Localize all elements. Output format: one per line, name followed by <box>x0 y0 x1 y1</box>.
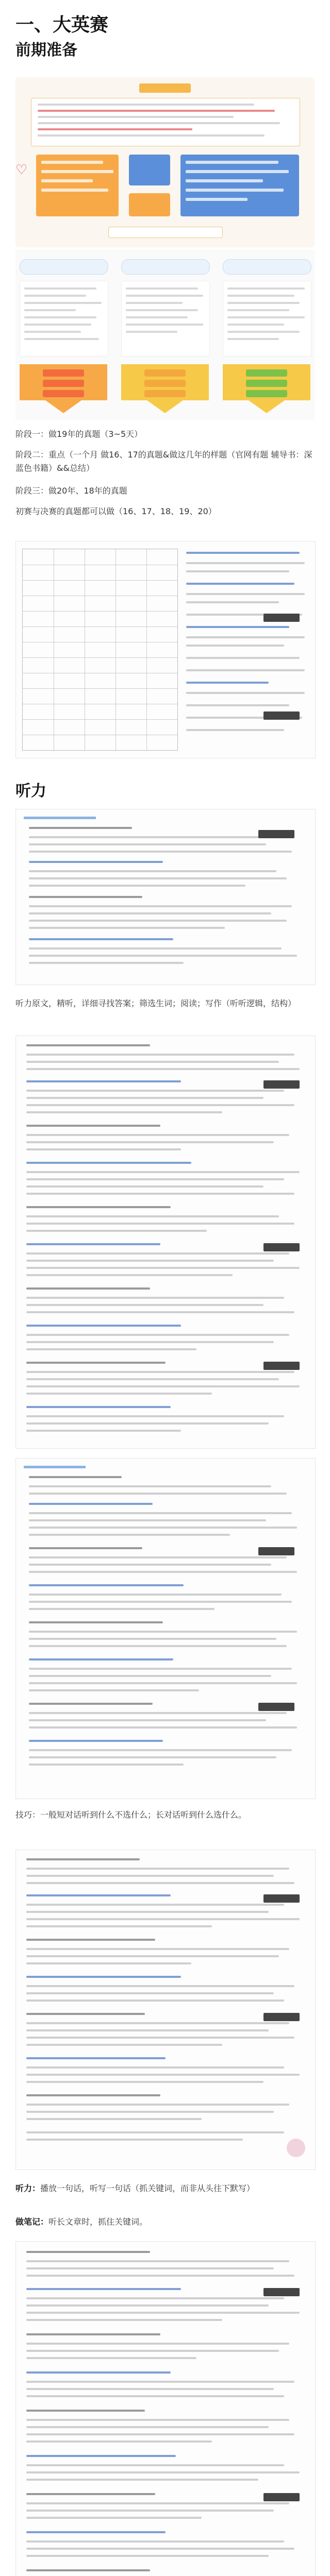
prep-stage-2: 阶段二：重点（一个月 做16、17的真题&做这几年的样题（官网有题 辅导书：深蓝色书籍）&&总结） <box>15 450 312 473</box>
listening-notes <box>15 2215 315 2229</box>
listening-doc-screenshot-3 <box>15 1458 316 1799</box>
prep-stage-1: 阶段一：做19年的真题（3~5天） <box>15 429 143 439</box>
practice-text: 播放一句话，听写一句话（抓关键词，而非从头往下默写） <box>40 2183 255 2193</box>
listening-tip: 技巧：一般短对话听到什么不选什么；长对话听到什么选什么。 <box>15 1810 247 1820</box>
mindmap-box-left <box>36 155 119 216</box>
mindmap-box-mid2 <box>129 193 170 216</box>
notes-label: 做笔记： <box>15 2217 49 2227</box>
heart-icon: ♡ <box>15 162 28 178</box>
arrow-block-yellow <box>121 364 209 413</box>
arrow-block-orange <box>20 364 107 413</box>
prep-stage-3: 阶段三：做20年、18年的真题 <box>15 486 127 496</box>
page-title: 一、大英赛 <box>15 14 109 36</box>
listening-doc-screenshot-2 <box>15 1036 316 1449</box>
mindmap-center-node <box>139 83 191 93</box>
column-card-1 <box>20 281 108 357</box>
mindmap-note <box>31 98 300 146</box>
column-card-3 <box>223 281 311 357</box>
prep-three-column-image <box>15 250 315 420</box>
section-title-listening: 听力 <box>15 782 46 800</box>
notes-text: 听长文章时，抓住关键词。 <box>48 2217 148 2227</box>
mindmap-box-right <box>180 155 299 216</box>
listening-doc-screenshot-5 <box>15 2241 316 2576</box>
prep-exam-note: 初赛与决赛的真题都可以做（16、17、18、19、20） <box>15 506 217 516</box>
mindmap-box-mid <box>129 155 170 185</box>
listening-doc-screenshot-1 <box>15 809 316 985</box>
prep-mindmap-image <box>15 77 315 247</box>
practice-label: 听力： <box>15 2183 41 2193</box>
column-header-2 <box>121 259 210 275</box>
mindmap-bottom-note <box>108 227 223 238</box>
listening-doc-screenshot-4 <box>15 1850 316 2170</box>
arrow-block-green <box>223 364 310 413</box>
column-header-3 <box>223 259 311 275</box>
column-header-1 <box>20 259 108 275</box>
exam-table-screenshot <box>15 541 316 758</box>
listening-practice <box>15 2182 315 2195</box>
section-title-prep: 前期准备 <box>15 41 77 59</box>
column-card-2 <box>121 281 210 357</box>
listening-method: 听力原文，精听，详细寻找答案；筛选生词；阅读；写作（听听逻辑，结构） <box>15 998 296 1008</box>
